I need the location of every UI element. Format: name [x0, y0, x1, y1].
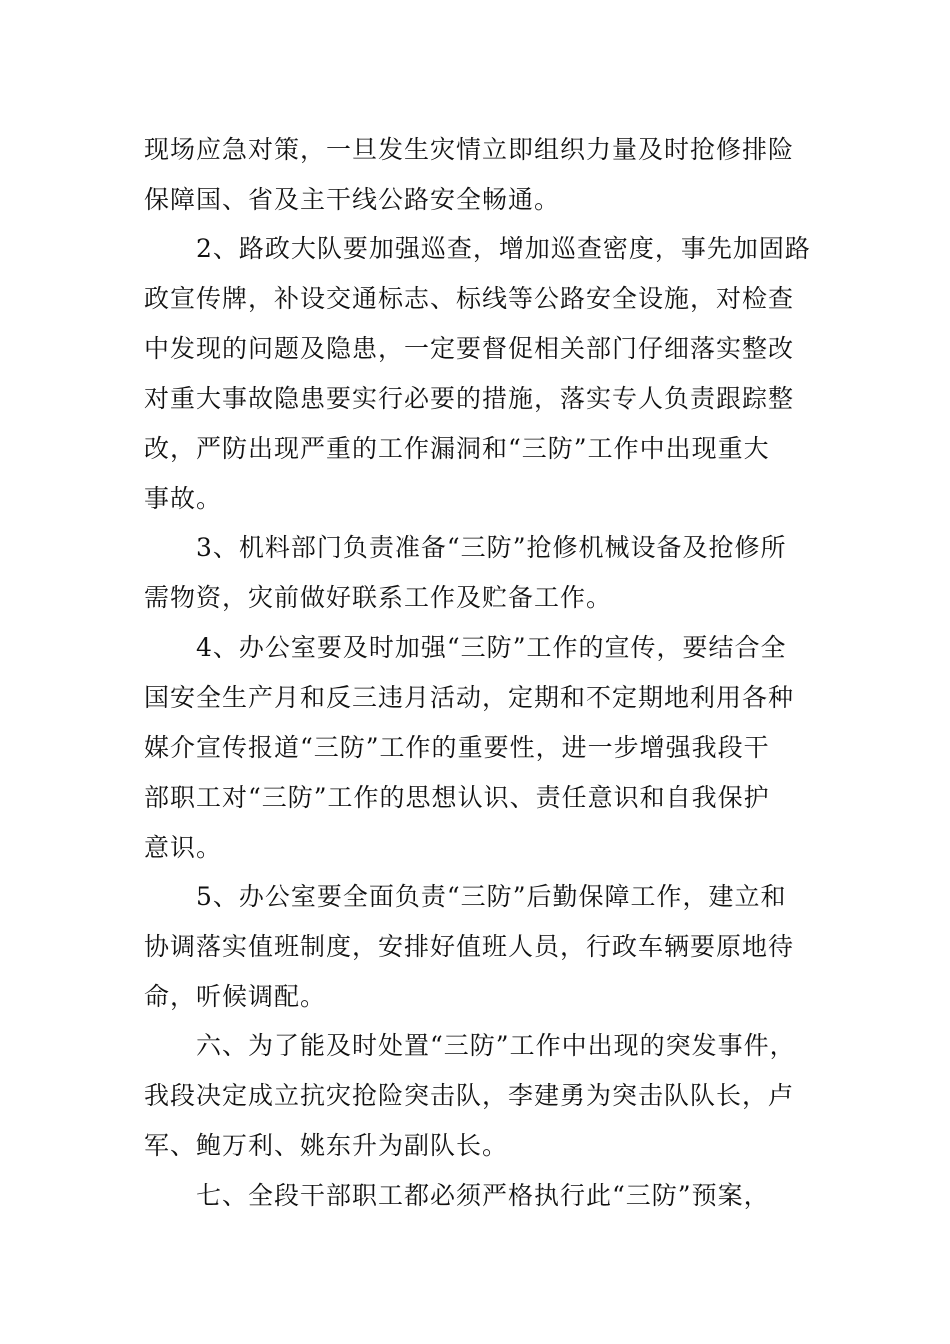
- paragraph-start-line: 4、办公室要及时加强“三防”工作的宣传，要结合全: [196, 633, 787, 662]
- paragraph-start-line: 七、全段干部职工都必须严格执行此“三防”预案，: [196, 1181, 770, 1210]
- text-line: 协调落实值班制度，安排好值班人员，行政车辆要原地待: [144, 932, 795, 961]
- text-line: 部职工对“三防”工作的思想认识、责任意识和自我保护: [144, 783, 770, 812]
- text-line: 意识。: [144, 833, 223, 862]
- text-line: 保障国、省及主干线公路安全畅通。: [144, 185, 561, 214]
- text-line: 改，严防出现严重的工作漏洞和“三防”工作中出现重大: [144, 434, 770, 463]
- text-line: 现场应急对策，一旦发生灾情立即组织力量及时抢修排险: [144, 135, 795, 164]
- text-line: 媒介宣传报道“三防”工作的重要性，进一步增强我段干: [144, 733, 770, 762]
- text-line: 命，听候调配。: [144, 982, 327, 1011]
- text-line: 军、鲍万利、姚东升为副队长。: [144, 1131, 509, 1160]
- text-line: 事故。: [144, 484, 223, 513]
- paragraph-start-line: 5、办公室要全面负责“三防”后勤保障工作，建立和: [196, 882, 787, 911]
- text-line: 对重大事故隐患要实行必要的措施，落实专人负责跟踪整: [144, 384, 795, 413]
- text-line: 我段决定成立抗灾抢险突击队，李建勇为突击队队长，卢: [144, 1081, 795, 1110]
- paragraph-start-line: 2、路政大队要加强巡查，增加巡查密度，事先加固路: [196, 234, 811, 263]
- text-line: 政宣传牌，补设交通标志、标线等公路安全设施，对检查: [144, 284, 795, 313]
- paragraph-start-line: 3、机料部门负责准备“三防”抢修机械设备及抢修所: [196, 533, 787, 562]
- text-line: 中发现的问题及隐患，一定要督促相关部门仔细落实整改: [144, 334, 795, 363]
- text-line: 需物资，灾前做好联系工作及贮备工作。: [144, 583, 613, 612]
- paragraph-start-line: 六、为了能及时处置“三防”工作中出现的突发事件，: [196, 1031, 796, 1060]
- text-line: 国安全生产月和反三违月活动，定期和不定期地利用各种: [144, 683, 795, 712]
